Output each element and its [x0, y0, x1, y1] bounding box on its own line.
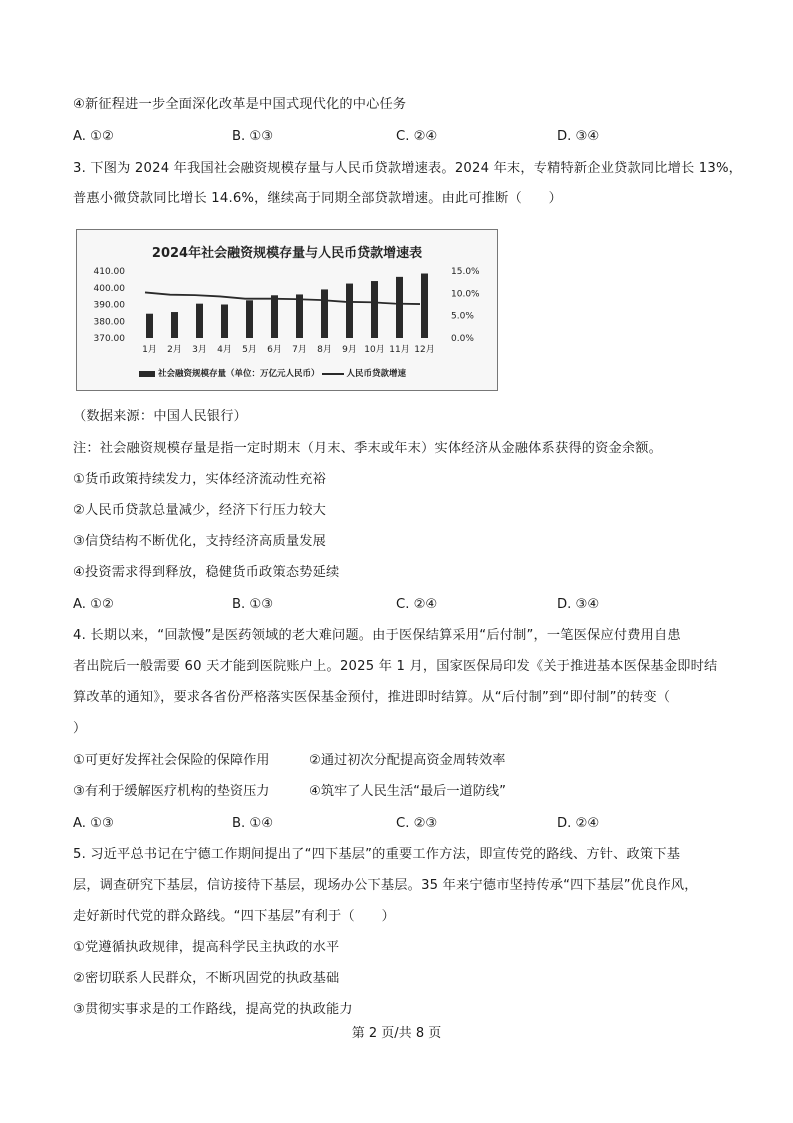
- q4-answer-options: [73, 814, 713, 834]
- bar: [296, 294, 303, 338]
- bar: [221, 305, 228, 339]
- category-label: 2月: [167, 345, 182, 355]
- left-tick-label: 390.00: [93, 300, 125, 311]
- left-tick-label: 380.00: [93, 317, 125, 328]
- category-label: 5月: [242, 345, 257, 355]
- q5-stem-line-1: 5. 习近平总书记在宁德工作期间提出了“四下基层”的重要工作方法，即宣传党的路线、方针、政策下基: [73, 847, 681, 862]
- bar: [146, 314, 153, 338]
- q3-statement-3: ③信贷结构不断优化，支持经济高质量发展: [73, 534, 326, 549]
- q3-option-b[interactable]: B. ①③: [232, 597, 274, 612]
- legend-bar-label: 社会融资规模存量（单位：万亿元人民币）: [158, 369, 320, 379]
- q3-option-d[interactable]: D. ③④: [557, 597, 600, 612]
- q2-answer-options: [73, 127, 713, 147]
- category-label: 6月: [267, 345, 282, 355]
- chart-plot: [77, 230, 497, 390]
- bar: [196, 304, 203, 338]
- legend-line-label: 人民币贷款增速: [346, 369, 407, 379]
- legend-line-swatch: [322, 373, 344, 375]
- bar: [346, 284, 353, 338]
- right-tick-label: 15.0%: [451, 267, 480, 277]
- q4-statements-row-1: [73, 751, 713, 771]
- loan-growth-line: [145, 292, 420, 304]
- category-label: 11月: [389, 345, 410, 355]
- left-tick-label: 410.00: [93, 267, 125, 277]
- q3-stem-line-1: 3. 下图为 2024 年我国社会融资规模存量与人民币贷款增速表。2024 年末，专精特新企业贷款同比增长 13%，: [73, 161, 743, 176]
- category-label: 10月: [364, 345, 385, 355]
- left-tick-label: 370.00: [93, 334, 125, 344]
- bar: [271, 295, 278, 338]
- chart-title: 2024年社会融资规模存量与人民币贷款增速表: [151, 246, 423, 261]
- q3-stem-line-2: 普惠小微贷款同比增长 14.6%，继续高于同期全部贷款增速。由此可推断（ ）: [73, 191, 563, 206]
- q3-option-c[interactable]: C. ②④: [396, 597, 438, 612]
- bar: [171, 312, 178, 338]
- q4-statements-row-2: [73, 782, 713, 802]
- q4-stem-line-3: 算改革的通知》，要求各省份严格落实医保基金预付，推进即时结算。从“后付制”到“即付制”的转变（: [73, 690, 671, 705]
- q3-statement-2: ②人民币贷款总量减少，经济下行压力较大: [73, 503, 326, 518]
- q4-stem-line-4: ）: [73, 721, 87, 736]
- q4-option-b[interactable]: B. ①④: [232, 816, 274, 831]
- loan-growth-chart: [76, 229, 498, 391]
- q2-option-c[interactable]: C. ②④: [396, 129, 438, 144]
- q2-option-a[interactable]: A. ①②: [73, 129, 114, 144]
- q4-option-d[interactable]: D. ②④: [557, 816, 600, 831]
- q5-stem-line-3: 走好新时代党的群众路线。“四下基层”有利于（ ）: [73, 909, 395, 924]
- q4-option-a[interactable]: A. ①③: [73, 816, 114, 831]
- q4-option-c[interactable]: C. ②③: [396, 816, 438, 831]
- right-tick-label: 5.0%: [451, 311, 474, 322]
- left-tick-label: 400.00: [93, 283, 125, 294]
- q2-option-d[interactable]: D. ③④: [557, 129, 600, 144]
- category-label: 3月: [192, 345, 207, 355]
- q5-statement-1: ①党遵循执政规律，提高科学民主执政的水平: [73, 940, 340, 955]
- q3-answer-options: [73, 595, 713, 615]
- q5-statement-2: ②密切联系人民群众，不断巩固党的执政基础: [73, 971, 340, 986]
- q3-statement-4: ④投资需求得到释放，稳健货币政策态势延续: [73, 565, 340, 580]
- category-label: 4月: [217, 345, 232, 355]
- q2-option-b[interactable]: B. ①③: [232, 129, 274, 144]
- right-tick-label: 0.0%: [451, 334, 474, 344]
- legend-bar-swatch: [139, 371, 155, 377]
- right-tick-label: 10.0%: [451, 289, 480, 300]
- q2-statement-4: ④新征程进一步全面深化改革是中国式现代化的中心任务: [73, 97, 407, 112]
- bar: [421, 274, 428, 338]
- q4-statement-4: ④筑牢了人民生活“最后一道防线”: [309, 784, 506, 799]
- bar: [396, 277, 403, 338]
- chart-source: （数据来源：中国人民银行）: [73, 409, 248, 424]
- category-label: 1月: [142, 345, 157, 355]
- q4-stem-line-2: 者出院后一般需要 60 天才能到医院账户上。2025 年 1 月，国家医保局印发《关于推进基本医保基金即时结: [73, 659, 718, 674]
- q4-statement-1: ①可更好发挥社会保险的保障作用: [73, 753, 270, 768]
- bar: [321, 289, 328, 338]
- q5-stem-line-2: 层，调查研究下基层，信访接待下基层，现场办公下基层。35 年来宁德市坚持传承“四下基层”优良作风，: [73, 878, 698, 893]
- bar: [371, 281, 378, 338]
- chart-legend: [139, 367, 406, 379]
- category-label: 9月: [342, 345, 357, 355]
- q4-stem-line-1: 4. 长期以来，“回款慢”是医药领域的老大难问题。由于医保结算采用“后付制”，一笔医保应付费用自患: [73, 628, 681, 643]
- q4-statement-2: ②通过初次分配提高资金周转效率: [309, 753, 506, 768]
- q5-statement-3: ③贯彻实事求是的工作路线，提高党的执政能力: [73, 1002, 353, 1017]
- bar: [246, 300, 253, 338]
- page-footer: 第 2 页/共 8 页: [351, 1026, 442, 1041]
- category-label: 7月: [292, 345, 307, 355]
- q4-statement-3: ③有利于缓解医疗机构的垫资压力: [73, 784, 270, 799]
- category-label: 8月: [317, 345, 332, 355]
- category-label: 12月: [414, 345, 435, 355]
- chart-note: 注：社会融资规模存量是指一定时期末（月末、季末或年末）实体经济从金融体系获得的资金余额。: [73, 441, 663, 456]
- q3-statement-1: ①货币政策持续发力，实体经济流动性充裕: [73, 472, 326, 487]
- q3-option-a[interactable]: A. ①②: [73, 597, 114, 612]
